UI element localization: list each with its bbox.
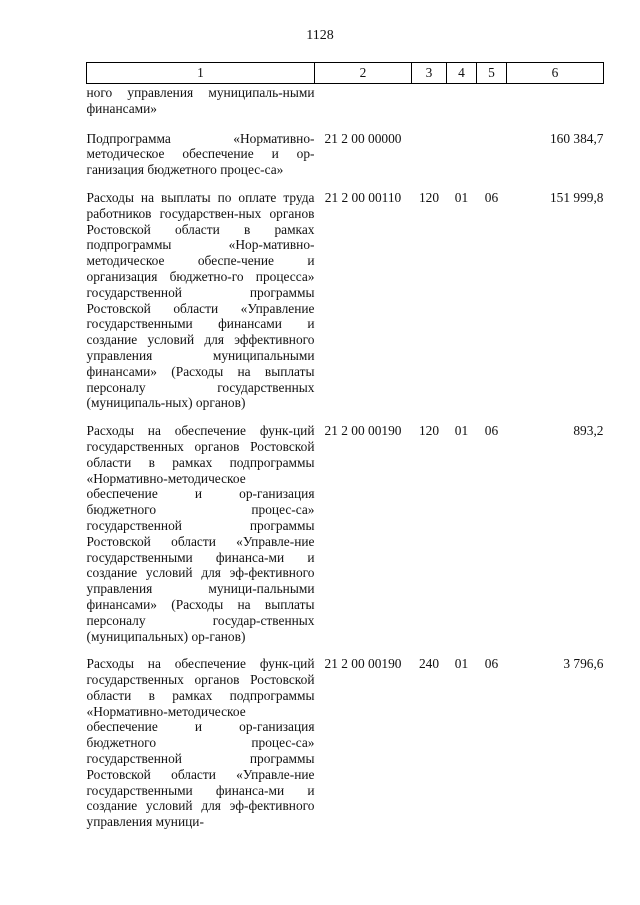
row-subsection: 06 xyxy=(484,656,499,672)
header-row xyxy=(87,63,604,84)
row-section: 01 xyxy=(454,189,469,205)
row-section: 01 xyxy=(454,656,469,672)
header-col-5: 5 xyxy=(477,63,507,84)
row-amount: 3 796,6 xyxy=(563,656,604,672)
table-row xyxy=(87,656,604,830)
row-description: Расходы на обеспечение функ-ций государственных органов Ростовской области в рамках подпрограммы «Нормативно-методическое обеспечение и ор-ганизация бюджетного процес-са» государственной программы Ростовской области «Управле-ние государственными финанса-ми и создание условий для эф-фективного управления муници-пальными финансами» (Расходы на выплаты персоналу государ-ственных (муниципальных) ор-ганов) xyxy=(86,423,315,644)
row-description: Расходы на обеспечение функ-ций государственных органов Ростовской области в рамках подпрограммы «Нормативно-методическое обеспечение и ор-ганизация бюджетного процес-са» государственной программы Ростовской области «Управле-ние государственными финанса-ми и создание условий для эф-фективного управления муници- xyxy=(86,656,315,830)
table-row xyxy=(87,423,604,656)
row-target-code: 21 2 00 00190 xyxy=(324,656,402,672)
row-expense-type: 120 xyxy=(418,189,440,205)
header-col-4: 4 xyxy=(447,63,477,84)
header-col-1: 1 xyxy=(87,63,315,84)
row-expense-type: 120 xyxy=(418,423,440,439)
table-row xyxy=(87,131,604,190)
row-target-code: 21 2 00 00110 xyxy=(324,189,402,205)
row-subsection: 06 xyxy=(484,189,499,205)
table-header xyxy=(87,63,604,84)
row-section: 01 xyxy=(454,423,469,439)
row-target-code: 21 2 00 00190 xyxy=(324,423,402,439)
row-target-code: 21 2 00 00000 xyxy=(324,130,402,146)
continuation-row xyxy=(87,84,604,131)
budget-table xyxy=(86,62,604,830)
row-amount: 893,2 xyxy=(573,423,604,439)
header-col-2: 2 xyxy=(315,63,412,84)
row-amount: 151 999,8 xyxy=(549,189,604,205)
row-amount: 160 384,7 xyxy=(549,130,604,146)
row-subsection: 06 xyxy=(484,423,499,439)
row-description: Подпрограмма «Нормативно-методическое обеспечение и ор-ганизация бюджетного процес-са» xyxy=(86,130,315,178)
page-number: 1128 xyxy=(306,28,334,43)
header-col-6: 6 xyxy=(507,63,604,84)
row-expense-type xyxy=(412,131,447,190)
row-expense-type: 240 xyxy=(418,656,440,672)
header-col-3: 3 xyxy=(412,63,447,84)
row-section xyxy=(447,131,477,190)
table-body xyxy=(87,84,604,831)
continuation-text: ного управления муниципаль-ными финансами» xyxy=(86,85,315,116)
row-description: Расходы на выплаты по оплате труда работников государствен-ных органов Ростовской области в рамках подпрограммы «Нор-мативно-методическое обеспе-чение и организация бюджетно-го процесса» государственной программы Ростовской области «Управление государственными финансами и создание условий для эффективного управления муниципальными финансами» (Расходы на выплаты персоналу государственных (муниципаль-ных) органов) xyxy=(86,189,315,411)
table-row xyxy=(87,190,604,423)
row-subsection xyxy=(477,131,507,190)
